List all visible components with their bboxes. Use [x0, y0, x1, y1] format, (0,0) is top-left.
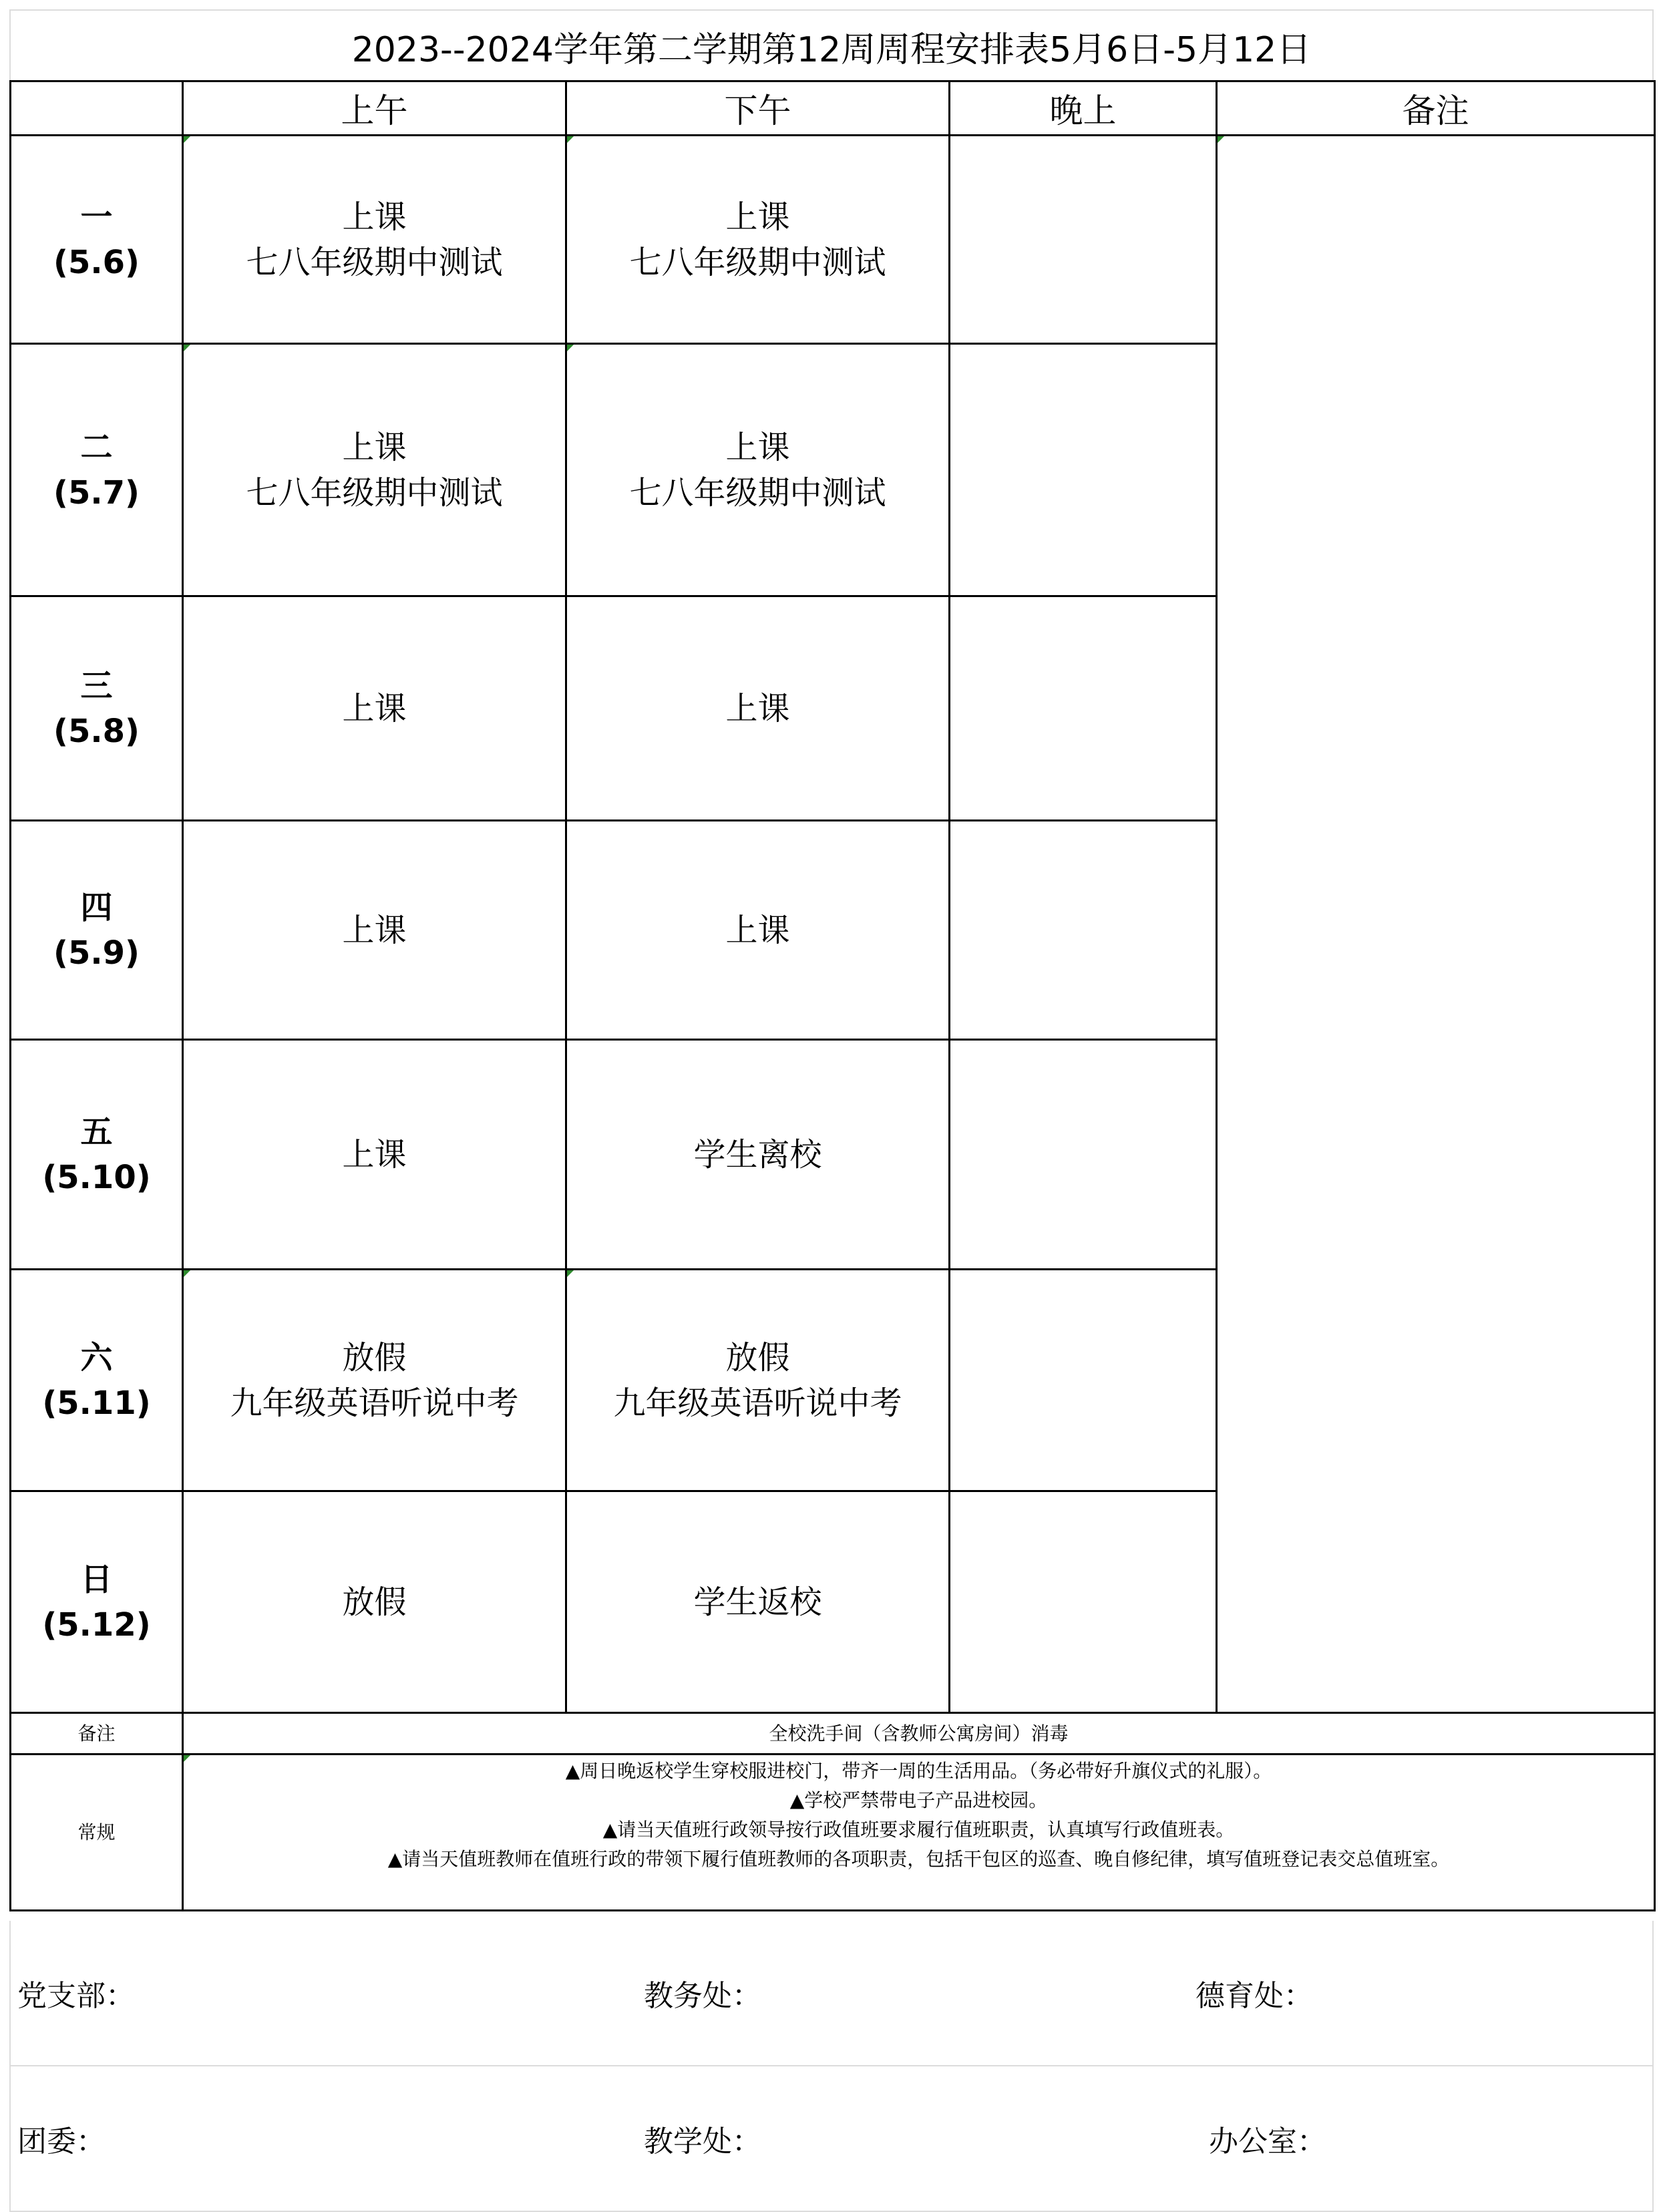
header-remarks: 备注 [1217, 81, 1655, 136]
routine-line: ▲请当天值班行政领导按行政值班要求履行值班职责，认真填写行政值班表。 [602, 1819, 1235, 1841]
morning-cell: 上课 [183, 1040, 566, 1270]
routine-line: ▲学校严禁带电子产品进校园。 [789, 1789, 1048, 1811]
header-row [11, 81, 1655, 136]
day-label: 一 (5.6) [11, 136, 183, 344]
morning-cell: 上课 [183, 821, 566, 1040]
routine-row [11, 1755, 1655, 1911]
header-evening: 晚上 [950, 81, 1217, 136]
morning-cell: 上课 七八年级期中测试 [183, 344, 566, 596]
routine-label: 常规 [11, 1755, 183, 1911]
day-label: 四 (5.9) [11, 821, 183, 1040]
afternoon-cell: 上课 七八年级期中测试 [566, 136, 950, 344]
afternoon-cell: 上课 [566, 821, 950, 1040]
routine-line: ▲周日晚返校学生穿校服进校门，带齐一周的生活用品。（务必带好升旗仪式的礼服）。 [565, 1760, 1272, 1782]
evening-cell [950, 821, 1217, 1040]
signature-youth-league: 团委： [17, 2125, 106, 2159]
afternoon-cell: 上课 [566, 596, 950, 821]
afternoon-cell: 学生离校 [566, 1040, 950, 1270]
notes-row [11, 1713, 1655, 1755]
morning-cell: 放假 [183, 1491, 566, 1713]
signature-row [9, 1921, 1654, 2066]
evening-cell [950, 1491, 1217, 1713]
morning-cell: 放假 九年级英语听说中考 [183, 1270, 566, 1491]
morning-cell: 上课 [183, 596, 566, 821]
header-blank [11, 81, 183, 136]
signature-academic-affairs: 教务处： [644, 1979, 761, 2013]
remarks-cell [1217, 136, 1655, 1713]
evening-cell [950, 1040, 1217, 1270]
afternoon-cell: 上课 七八年级期中测试 [566, 344, 950, 596]
evening-cell [950, 136, 1217, 344]
routine-text [183, 1755, 1655, 1911]
signature-row [9, 2066, 1654, 2212]
day-label: 六 (5.11) [11, 1270, 183, 1491]
day-label: 五 (5.10) [11, 1040, 183, 1270]
afternoon-cell: 放假 九年级英语听说中考 [566, 1270, 950, 1491]
afternoon-cell: 学生返校 [566, 1491, 950, 1713]
evening-cell [950, 344, 1217, 596]
notes-label: 备注 [11, 1713, 183, 1755]
signature-general-office: 办公室： [1209, 2125, 1326, 2159]
evening-cell [950, 596, 1217, 821]
day-label: 三 (5.8) [11, 596, 183, 821]
header-afternoon: 下午 [566, 81, 950, 136]
evening-cell [950, 1270, 1217, 1491]
notes-text: 全校洗手间（含教师公寓房间）消毒 [183, 1713, 1655, 1755]
signature-moral-education: 德育处： [1195, 1979, 1313, 2013]
weekly-schedule-table [9, 80, 1656, 1911]
page-title: 2023--2024学年第二学期第12周周程安排表5月6日-5月12日 [9, 9, 1654, 81]
signature-party-branch: 党支部： [17, 1979, 135, 2013]
routine-line: ▲请当天值班教师在值班行政的带领下履行值班教师的各项职责，包括干包区的巡查、晚自修纪律，填写值班登记表交总值班室。 [387, 1848, 1450, 1870]
day-row [11, 136, 1655, 344]
signature-teaching-office: 教学处： [644, 2125, 761, 2159]
day-label: 日 (5.12) [11, 1491, 183, 1713]
morning-cell: 上课 七八年级期中测试 [183, 136, 566, 344]
day-label: 二 (5.7) [11, 344, 183, 596]
header-morning: 上午 [183, 81, 566, 136]
